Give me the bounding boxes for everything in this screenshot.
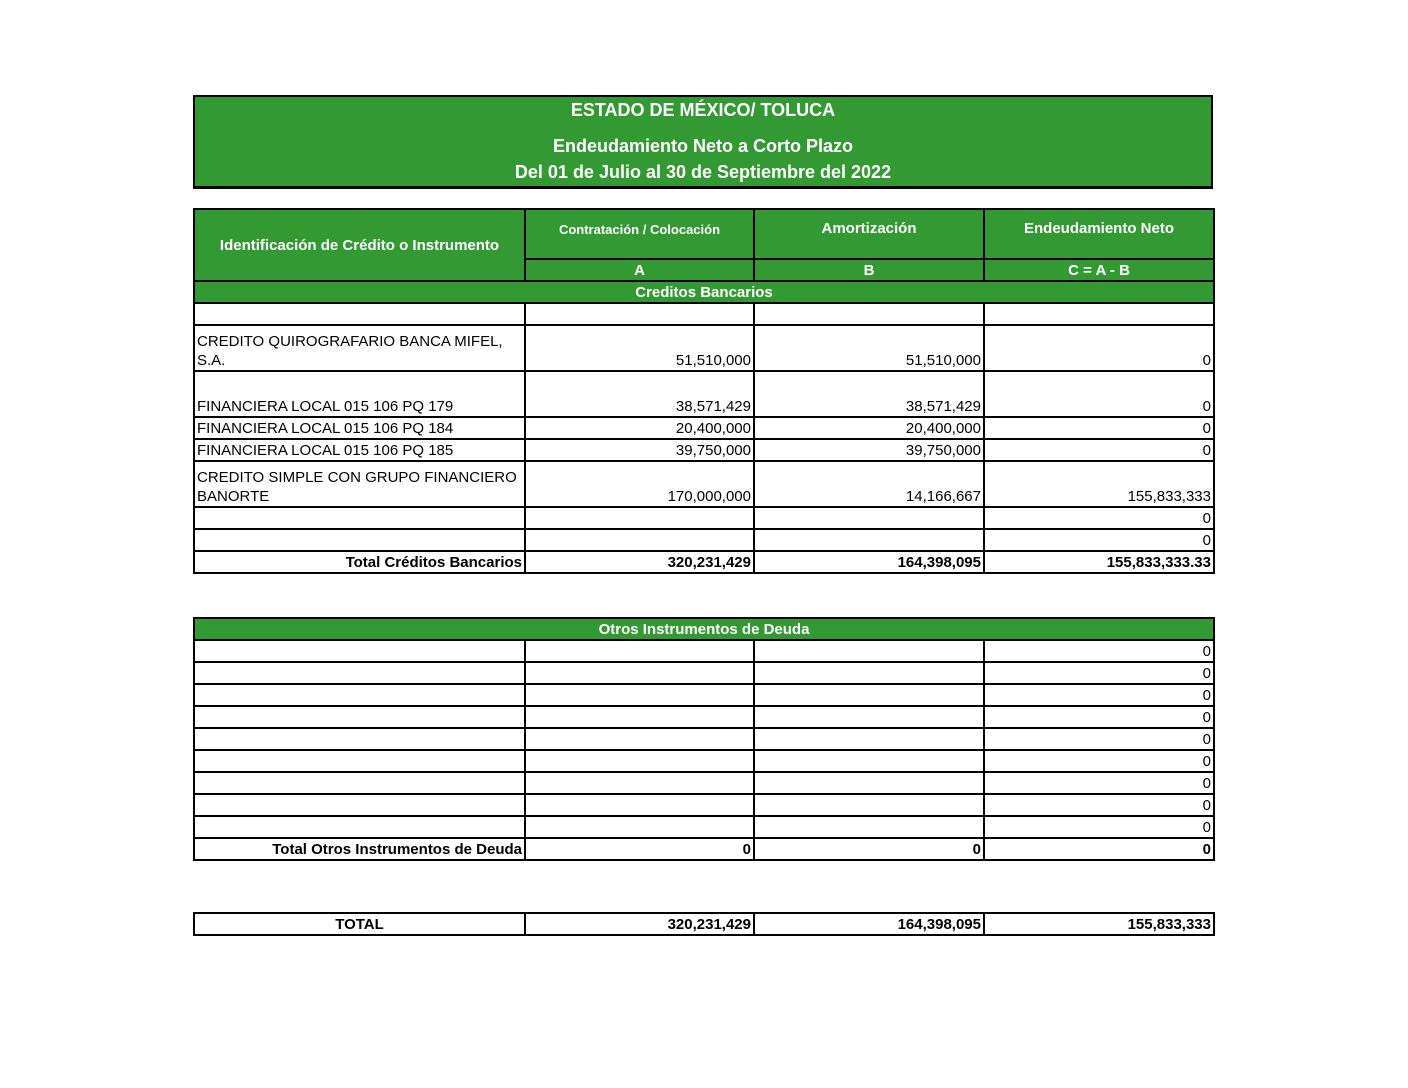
value-c: 155,833,333 (984, 461, 1214, 507)
creditos-bancarios-table (193, 208, 1215, 574)
table-row (194, 461, 1214, 507)
report-header (193, 95, 1213, 189)
value-b: 38,571,429 (754, 371, 984, 417)
value-c: 0 (984, 706, 1214, 728)
value-c: 0 (984, 772, 1214, 794)
value-c: 0 (984, 684, 1214, 706)
credit-name (194, 303, 525, 325)
value-a: 20,400,000 (525, 417, 754, 439)
total-otros-a: 0 (525, 838, 754, 860)
table-row (194, 640, 1214, 662)
credit-name (194, 507, 525, 529)
grand-total-label: TOTAL (194, 913, 525, 935)
otros-section-title: Otros Instrumentos de Deuda (194, 618, 1214, 640)
value-a: 39,750,000 (525, 439, 754, 461)
table-row (194, 371, 1214, 417)
table-row (194, 417, 1214, 439)
credit-name: CREDITO SIMPLE CON GRUPO FINANCIERO BANORTE (194, 461, 525, 507)
total-otros-label: Total Otros Instrumentos de Deuda (194, 838, 525, 860)
table-row (194, 706, 1214, 728)
table-row (194, 325, 1214, 371)
value-c: 0 (984, 750, 1214, 772)
creditos-section-title: Creditos Bancarios (194, 281, 1214, 303)
table-row (194, 750, 1214, 772)
total-creditos-a: 320,231,429 (525, 551, 754, 573)
value-c: 0 (984, 529, 1214, 551)
table-row (194, 816, 1214, 838)
col-a-letter: A (525, 259, 754, 281)
value-c: 0 (984, 640, 1214, 662)
otros-instrumentos-table (193, 617, 1215, 861)
report-entity-title: ESTADO DE MÉXICO/ TOLUCA (570, 100, 836, 120)
total-row (194, 838, 1214, 860)
grand-total-c: 155,833,333 (984, 913, 1214, 935)
grand-total-table (193, 912, 1215, 936)
value-b: 51,510,000 (754, 325, 984, 371)
value-a (525, 303, 754, 325)
total-creditos-b: 164,398,095 (754, 551, 984, 573)
value-b: 14,166,667 (754, 461, 984, 507)
credit-name: CREDITO QUIROGRAFARIO BANCA MIFEL, S.A. (194, 325, 525, 371)
value-b: 39,750,000 (754, 439, 984, 461)
total-creditos-c: 155,833,333.33 (984, 551, 1214, 573)
value-c: 0 (984, 794, 1214, 816)
credit-name: FINANCIERA LOCAL 015 106 PQ 179 (194, 371, 525, 417)
value-a (525, 529, 754, 551)
value-c: 0 (984, 371, 1214, 417)
value-c: 0 (984, 816, 1214, 838)
column-header-row (194, 209, 1214, 259)
table-row (194, 507, 1214, 529)
grand-total-a: 320,231,429 (525, 913, 754, 935)
table-row (194, 439, 1214, 461)
col-contratacion-header: Contratación / Colocación (525, 209, 754, 259)
value-b (754, 507, 984, 529)
table-row (194, 529, 1214, 551)
value-a: 170,000,000 (525, 461, 754, 507)
col-c-formula: C = A - B (984, 259, 1214, 281)
value-c: 0 (984, 662, 1214, 684)
total-otros-c: 0 (984, 838, 1214, 860)
col-identificacion-header: Identificación de Crédito o Instrumento (194, 209, 525, 281)
value-a: 51,510,000 (525, 325, 754, 371)
total-otros-b: 0 (754, 838, 984, 860)
value-c: 0 (984, 728, 1214, 750)
value-b: 20,400,000 (754, 417, 984, 439)
value-b (754, 303, 984, 325)
table-row (194, 662, 1214, 684)
value-c: 0 (984, 507, 1214, 529)
table-row (194, 794, 1214, 816)
table-row (194, 772, 1214, 794)
total-creditos-label: Total Créditos Bancarios (194, 551, 525, 573)
value-b (754, 529, 984, 551)
credit-name: FINANCIERA LOCAL 015 106 PQ 184 (194, 417, 525, 439)
value-c: 0 (984, 439, 1214, 461)
value-c (984, 303, 1214, 325)
credit-name: FINANCIERA LOCAL 015 106 PQ 185 (194, 439, 525, 461)
total-row (194, 551, 1214, 573)
value-c: 0 (984, 417, 1214, 439)
grand-total-b: 164,398,095 (754, 913, 984, 935)
col-endeudamiento-header: Endeudamiento Neto (984, 209, 1214, 259)
table-row (194, 684, 1214, 706)
credit-name (194, 529, 525, 551)
table-row (194, 303, 1214, 325)
value-a: 38,571,429 (525, 371, 754, 417)
col-amortizacion-header: Amortización (754, 209, 984, 259)
col-b-letter: B (754, 259, 984, 281)
grand-total-row (194, 913, 1214, 935)
section-title-row (194, 281, 1214, 303)
report-subtitle: Endeudamiento Neto a Corto Plazo (552, 136, 854, 156)
value-c: 0 (984, 325, 1214, 371)
section-title-row (194, 618, 1214, 640)
table-row (194, 728, 1214, 750)
report-period: Del 01 de Julio al 30 de Septiembre del 2022 (514, 162, 892, 182)
value-a (525, 507, 754, 529)
